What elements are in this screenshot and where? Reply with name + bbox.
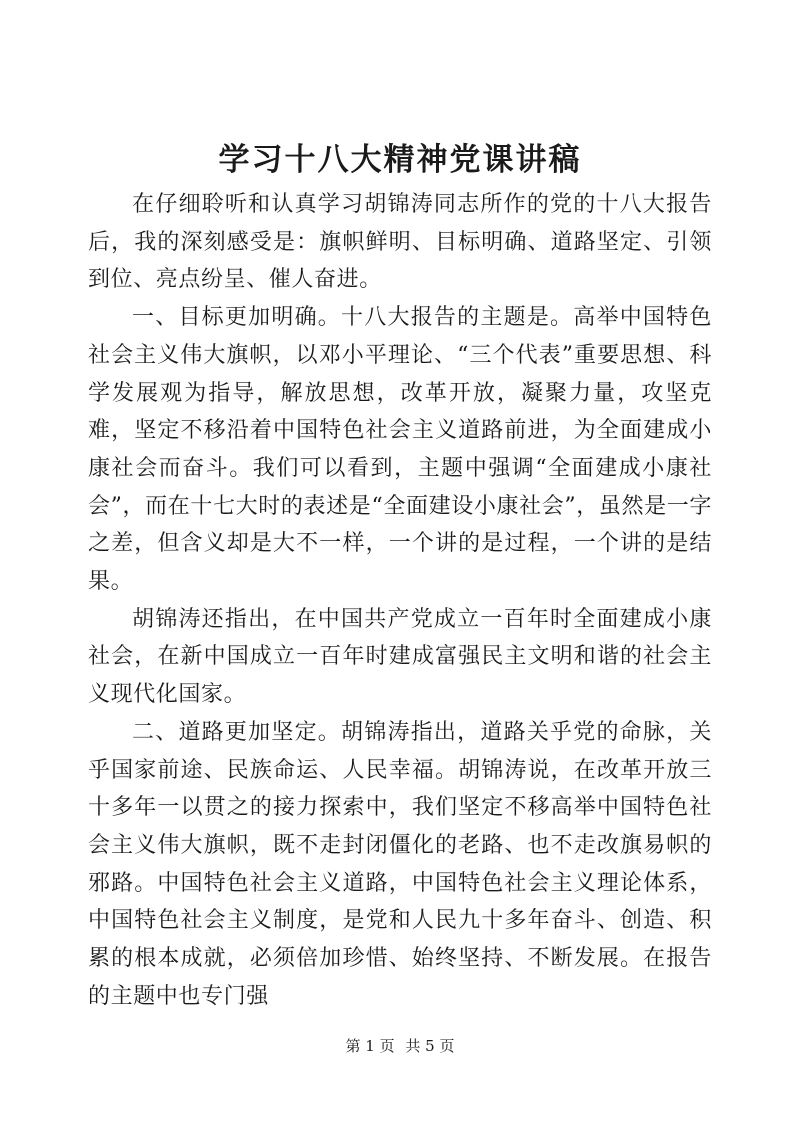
paragraph-centenary: 胡锦涛还指出，在中国共产党成立一百年时全面建成小康社会，在新中国成立一百年时建成富强民主文明和谐的社会主义现代化国家。 (88, 606, 712, 708)
document-body (88, 186, 712, 1015)
paragraph-intro: 在仔细聆听和认真学习胡锦涛同志所作的党的十八大报告后，我的深刻感受是：旗帜鲜明、目标明确、道路坚定、引领到位、亮点纷呈、催人奋进。 (88, 192, 712, 293)
paragraph-road: 二、道路更加坚定。胡锦涛指出，道路关乎党的命脉，关乎国家前途、民族命运、人民幸福。胡锦涛说，在改革开放三十多年一以贯之的接力探索中，我们坚定不移高举中国特色社会主义伟大旗帜，既不走封闭僵化的老路、也不走改旗易帜的邪路。中国特色社会主义道路，中国特色社会主义理论体系，中国特色社会主义制度，是党和人民九十多年奋斗、创造、积累的根本成就，必须倍加珍惜、始终坚持、不断发展。在报告的主题中也专门强 (88, 719, 712, 1009)
page-number: 第 1 页 (345, 1037, 395, 1055)
document-title: 学习十八大精神党课讲稿 (218, 142, 582, 178)
page-footer (0, 1036, 800, 1056)
paragraph-goal: 一、目标更加明确。十八大报告的主题是。高举中国特色社会主义伟大旗帜，以邓小平理论、“三个代表”重要思想、科学发展观为指导，解放思想，改革开放，凝聚力量，攻坚克难，坚定不移沿着中国特色社会主义道路前进，为全面建成小康社会而奋斗。我们可以看到，主题中强调“全面建成小康社会”，而在十七大时的表述是“全面建设小康社会”，虽然是一字之差，但含义却是大不一样，一个讲的是过程，一个讲的是结果。 (88, 305, 712, 595)
page-total: 共 5 页 (405, 1037, 455, 1055)
